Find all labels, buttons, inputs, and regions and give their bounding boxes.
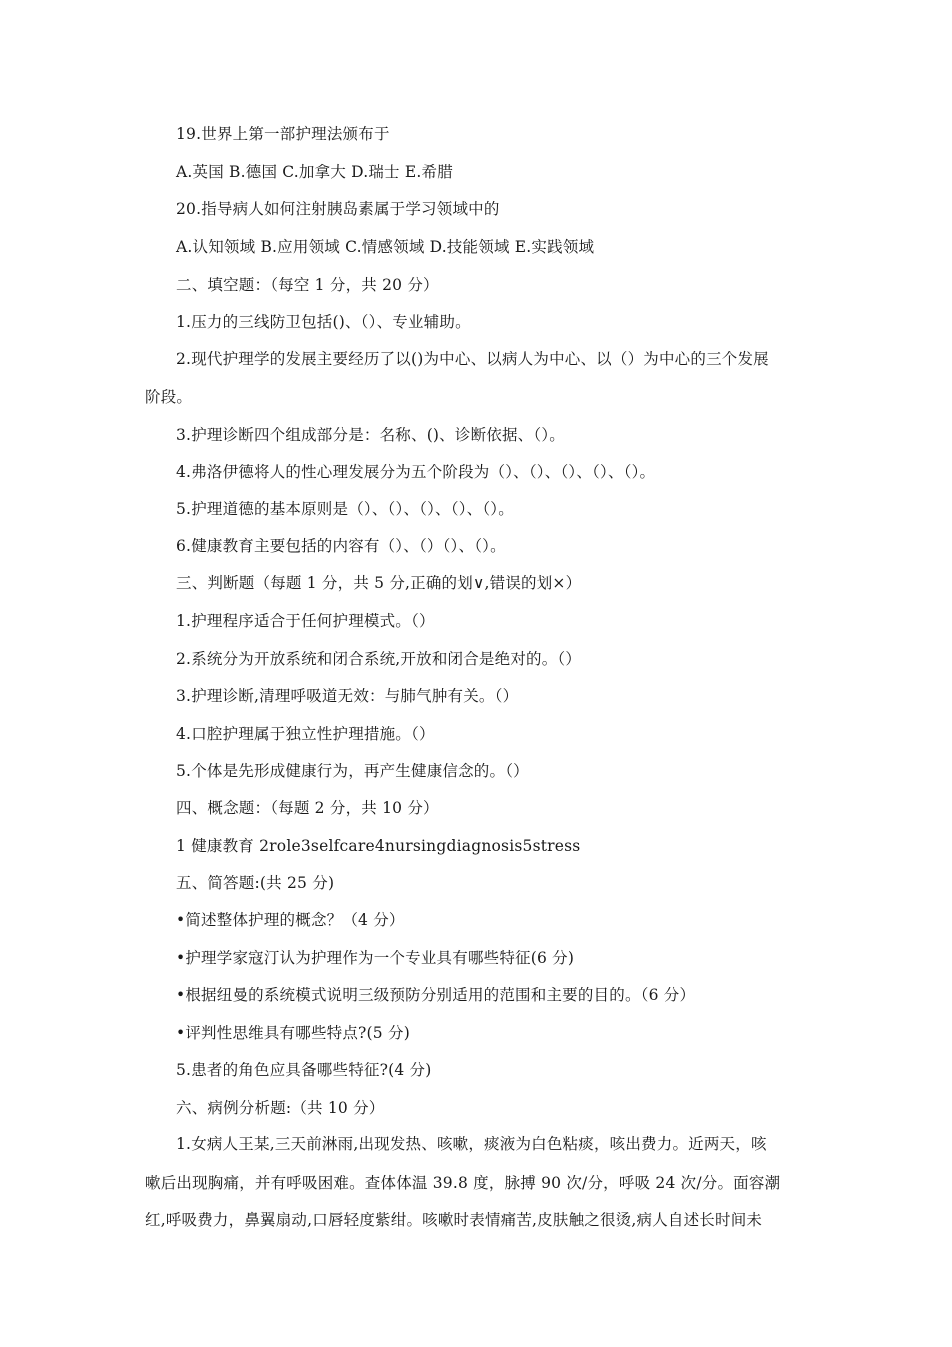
fill-in-3: 3.护理诊断四个组成部分是：名称、()、诊断依据、（）。 [176, 426, 565, 444]
case-paragraph-line-1: 1.女病人王某,三天前淋雨,出现发热、咳嗽，痰液为白色粘痰，咳出费力。近两天，咳 [176, 1135, 767, 1153]
section-heading-concepts: 四、概念题：（每题 2 分，共 10 分） [176, 799, 439, 817]
case-paragraph-line-3: 红,呼吸费力，鼻翼扇动,口唇轻度紫绀。咳嗽时表情痛苦,皮肤触之很烫,病人自述长时间未 [145, 1211, 763, 1229]
fill-in-2-continued: 阶段。 [145, 388, 193, 406]
true-false-4: 4.口腔护理属于独立性护理措施。（） [176, 725, 435, 743]
question-19-options: A.英国 B.德国 C.加拿大 D.瑞士 E.希腊 [176, 163, 453, 181]
short-answer-1: •简述整体护理的概念？（4 分） [176, 911, 405, 929]
section-heading-true-false: 三、判断题（每题 1 分，共 5 分,正确的划∨,错误的划×） [176, 574, 582, 592]
fill-in-2: 2.现代护理学的发展主要经历了以()为中心、以病人为中心、以（）为中心的三个发展 [176, 350, 769, 368]
short-answer-3: •根据纽曼的系统模式说明三级预防分别适用的范围和主要的目的。（6 分） [176, 986, 696, 1004]
true-false-2: 2.系统分为开放系统和闭合系统,开放和闭合是绝对的。（） [176, 650, 582, 668]
true-false-1: 1.护理程序适合于任何护理模式。（） [176, 612, 435, 630]
section-heading-fill-in: 二、填空题：（每空 1 分，共 20 分） [176, 276, 439, 294]
question-20: 20.指导病人如何注射胰岛素属于学习领域中的 [176, 200, 500, 218]
short-answer-2: •护理学家寇汀认为护理作为一个专业具有哪些特征(6 分) [176, 949, 575, 967]
short-answer-5: 5.患者的角色应具备哪些特征?(4 分) [176, 1061, 432, 1079]
fill-in-4: 4.弗洛伊德将人的性心理发展分为五个阶段为（）、（）、（）、（）、（）。 [176, 463, 656, 481]
fill-in-1: 1.压力的三线防卫包括()、（）、专业辅助。 [176, 313, 471, 331]
section-heading-short-answer: 五、简答题:(共 25 分) [176, 874, 335, 892]
fill-in-6: 6.健康教育主要包括的内容有（）、（）（）、（）。 [176, 537, 506, 555]
question-20-options: A.认知领域 B.应用领域 C.情感领域 D.技能领域 E.实践领域 [176, 238, 595, 256]
true-false-3: 3.护理诊断,清理呼吸道无效：与肺气肿有关。（） [176, 687, 519, 705]
section-heading-case-analysis: 六、病例分析题:（共 10 分） [176, 1099, 385, 1117]
case-paragraph-line-2: 嗽后出现胸痛，并有呼吸困难。查体体温 39.8 度，脉搏 90 次/分，呼吸 24 次/分。面容潮 [145, 1174, 781, 1192]
concepts-list: 1 健康教育 2role3selfcare4nursingdiagnosis5stress [176, 837, 581, 855]
short-answer-4: •评判性思维具有哪些特点?(5 分) [176, 1024, 410, 1042]
question-19: 19.世界上第一部护理法颁布于 [176, 125, 390, 143]
true-false-5: 5.个体是先形成健康行为，再产生健康信念的。（） [176, 762, 529, 780]
fill-in-5: 5.护理道德的基本原则是（）、（）、（）、（）、（）。 [176, 500, 514, 518]
